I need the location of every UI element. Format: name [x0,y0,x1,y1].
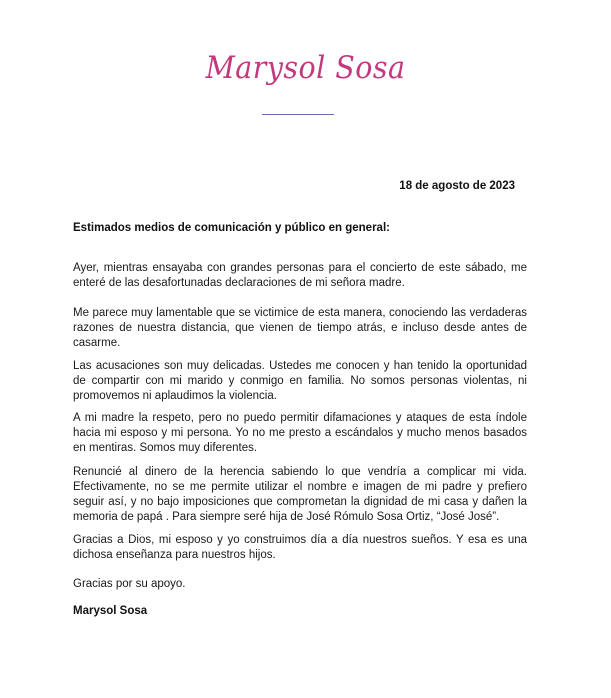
letter-paragraph: A mi madre la respeto, pero no puedo permitir difamaciones y ataques de esta índole hacia mi esposo y mi persona. Yo no me presto a escándalos y mucho menos basados en mentiras. Somos muy diferentes. [73,412,527,454]
letter-signature: Marysol Sosa [73,605,148,617]
letter-paragraph: Las acusaciones son muy delicadas. Ustedes me conocen y han tenido la oportunidad de compartir con mi marido y conmigo en familia. No somos personas violentas, ni promovemos ni aplaudimos la violencia. [73,360,527,402]
letter-paragraph: Gracias a Dios, mi esposo y yo construimos día a día nuestros sueños. Y esa es una dichosa enseñanza para nuestros hijos. [73,534,527,561]
letter-closing: Gracias por su apoyo. [73,578,186,590]
letter-paragraph: Me parece muy lamentable que se victimice de esta manera, conociendo las verdaderas razones de nuestra distancia, que vienen de tiempo atrás, e incluso desde antes de casarme. [73,307,527,349]
letter-salutation: Estimados medios de comunicación y público en general: [73,222,390,234]
letter-paragraph: Ayer, mientras ensayaba con grandes personas para el concierto de este sábado, me enteré de las desafortunadas declaraciones de mi señora madre. [73,262,527,289]
letterhead-logo: Marysol Sosa [205,50,406,86]
letter-paragraph: Renuncié al dinero de la herencia sabiendo lo que vendría a complicar mi vida. Efectivamente, no se me permite utilizar el nombre e imagen de mi padre y prefiero seguir así, y no bajo imposiciones que comprometan la dignidad de mi casa y dañen la memoria de papá . Para siempre seré hija de José Rómulo Sosa Ortiz, “José José”. [73,466,527,523]
letterhead-divider [262,114,334,115]
letter-date: 18 de agosto de 2023 [399,180,515,192]
